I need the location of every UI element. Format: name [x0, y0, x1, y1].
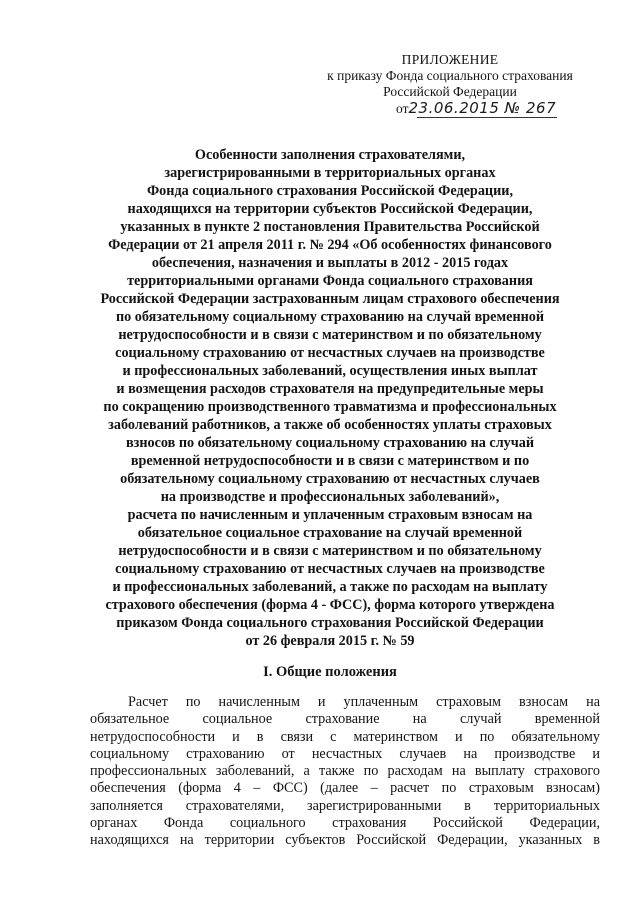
heading-line: социальному страхованию от несчастных случаев на производстве: [115, 345, 545, 361]
date-underline: [417, 117, 557, 118]
heading-line: Федерации от 21 апреля 2011 г. № 294 «Об особенностях финансового: [108, 237, 552, 253]
heading-line: Особенности заполнения страхователями,: [194, 147, 466, 163]
heading-line: по обязательному социальному страхованию на случай временной: [115, 309, 545, 325]
body-paragraph: [90, 694, 600, 850]
appendix-block: [300, 52, 600, 120]
heading-line: от 26 февраля 2015 г. № 59: [245, 633, 415, 649]
body-line: нетрудоспособности и в связи с материнством и по обязательному: [90, 728, 600, 745]
appendix-title: ПРИЛОЖЕНИЕ: [401, 52, 499, 67]
heading-line: на производстве и профессиональных заболеваний»,: [160, 489, 500, 505]
appendix-order-line: к приказу Фонда социального страхования: [327, 68, 573, 83]
heading-line: территориальными органами Фонда социального страхования: [127, 273, 533, 289]
heading-line: социальному страхованию от несчастных случаев на производстве: [115, 561, 545, 577]
heading-line: нетрудоспособности и в связи с материнством и по обязательному: [118, 543, 542, 559]
body-line: находящихся на территории субъектов Российской Федерации, указанных в: [90, 832, 600, 849]
heading-line: обеспечения, назначения и выплаты в 2012 - 2015 годах: [151, 255, 509, 271]
heading-line: указанных в пункте 2 постановления Правительства Российской: [120, 219, 540, 235]
body-line: заполняется страхователями, зарегистрированными в территориальных: [90, 797, 600, 814]
handwritten-date: 23.06.2015 № 267: [408, 99, 557, 117]
heading-line: по сокращению производственного травматизма и профессиональных: [103, 399, 557, 415]
date-prefix: от: [396, 101, 409, 116]
heading-line: и возмещения расходов страхователя на предупредительные меры: [116, 381, 544, 397]
heading-line: и профессиональных заболеваний, а также по расходам на выплату: [112, 579, 548, 595]
heading-line: обязательному социальному страхованию от несчастных случаев: [120, 471, 540, 487]
heading-line: находящихся на территории субъектов Российской Федерации,: [127, 201, 533, 217]
heading-line: Российской Федерации застрахованным лицам страхового обеспечения: [100, 291, 560, 307]
heading-line: нетрудоспособности и в связи с материнством и по обязательному: [118, 327, 542, 343]
heading-line: расчета по начисленным и уплаченным страховым взносам на: [127, 507, 533, 523]
body-line: социальному страхованию от несчастных случаев на производстве и: [90, 745, 600, 762]
appendix-org-line: Российской Федерации: [383, 84, 517, 99]
heading-line: приказом Фонда социального страхования Российской Федерации: [116, 615, 544, 631]
heading-line: заболеваний работников, а также об особенностях уплаты страховых: [108, 417, 552, 433]
body-line: Расчет по начисленным и уплаченным страховым взносам на: [128, 694, 600, 710]
body-line: органах Фонда социального страхования Российской Федерации,: [90, 815, 600, 832]
heading-line: временной нетрудоспособности и в связи с материнством и по: [130, 453, 530, 469]
heading-line: зарегистрированными в территориальных органах: [164, 165, 496, 181]
heading-line: Фонда социального страхования Российской Федерации,: [146, 183, 513, 199]
body-line: профессиональных заболеваний, а также по расходам на выплату страхового: [90, 763, 600, 780]
appendix-date-line: [300, 100, 600, 120]
heading-line: взносов по обязательному социальному страхованию на случай: [125, 435, 535, 451]
document-heading: [60, 146, 600, 650]
heading-line: страхового обеспечения (форма 4 - ФСС), форма которого утверждена: [105, 597, 555, 613]
heading-line: и профессиональных заболеваний, осуществления иных выплат: [122, 363, 538, 379]
section-title: I. Общие положения: [263, 664, 397, 680]
body-line: обеспечения (форма 4 – ФСС) (далее – расчет по страховым взносам): [90, 780, 600, 797]
body-line: обязательное социальное страхование на случай временной: [90, 711, 600, 728]
heading-line: обязательное социальное страхование на случай временной: [137, 525, 523, 541]
